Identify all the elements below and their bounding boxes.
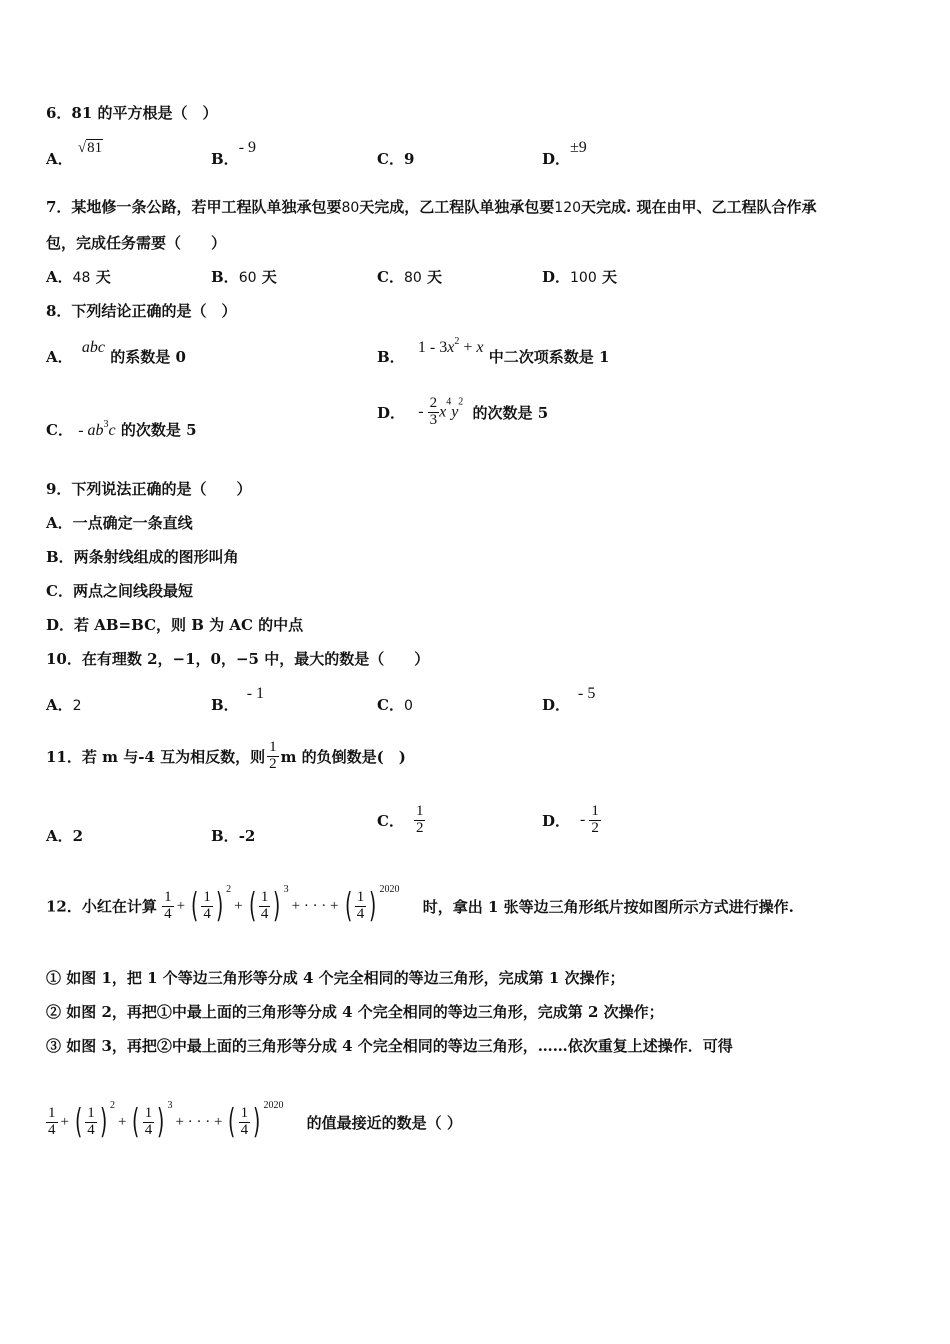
q12-step3: ③ 如图 3，再把②中最上面的三角形等分成 4 个完全相同的等边三角形，……依次重复上述操作．可得 [46,1037,733,1055]
q7-days-b: 120 [554,200,582,216]
q11-stem-part2: m 的负倒数是( ) [280,747,406,766]
q7-d-num: 100 [570,270,597,286]
q12b-term2 [85,1106,97,1139]
q7-days-a: 80 [341,200,360,216]
q11-frac-num: 1 [269,739,277,755]
q11-stem [46,740,406,773]
q12-term2 [201,890,213,923]
q11-stem-part1: 11．若 m 与-4 互为相反数，则 [46,747,266,766]
q12b-term3-den: 4 [144,1121,153,1138]
q12b-term2-num: 1 [87,1104,95,1121]
q8-b-expr-const: 1 - 3 [417,339,448,356]
q12-term-last-num: 1 [356,888,365,905]
q10-d-value: - 5 [578,685,596,702]
q9-option-b: B．两条射线组成的图形叫角 [46,548,239,566]
q12b-term1-num: 1 [48,1104,56,1121]
q7-b-num: 60 [238,270,257,286]
q12-term3-num: 1 [260,888,269,905]
q7-b-unit: 天 [261,268,277,286]
q12b-paren-close: ) [157,1102,165,1142]
q9-option-d: D．若 AB=BC，则 B 为 AC 的中点 [46,616,304,634]
q12-stem-part2: 时，拿出 1 张等边三角形纸片按如图所示方式进行操作. [422,897,794,916]
q12b-term2-den: 4 [87,1121,95,1138]
q6-b-value: - 9 [238,139,257,156]
q7-option-d [542,266,617,287]
q11-d-label: D． [542,811,571,830]
q11-d-frac-num: 1 [591,803,599,819]
q11-c-frac-num: 1 [415,803,424,819]
q12b-term3-num: 1 [144,1104,153,1121]
q6-d-value: ±9 [570,139,587,156]
q8-d-x-exp: 4 [446,396,452,408]
q7-c-num: 80 [403,270,422,286]
q12-paren-close: ) [369,886,377,926]
q7-a-label: A． [46,268,73,286]
q8-d-minus: - [418,403,428,421]
q7-option-c [377,266,442,287]
q7-a-num: 48 [72,270,91,286]
q11-b-label: B． [211,827,239,845]
q6-a-radicand: 81 [87,140,103,156]
q8-b-expr-exp: 2 [454,336,460,347]
q6-b-label: B． [211,150,239,168]
q12b-dots: + · · · + [175,1113,223,1130]
q12b-term1 [46,1106,58,1139]
q12-series-expression-2 [46,1100,289,1142]
q7-a-unit: 天 [95,268,111,286]
q10-option-a [46,694,82,715]
q7-d-unit: 天 [601,268,617,286]
q7-d-label: D． [542,268,571,286]
q12b-term1-den: 4 [48,1121,56,1138]
q12-paren-open: ( [248,886,256,926]
q8-option-a [46,339,186,367]
q10-option-d [542,685,596,715]
q6-stem: 6．81 的平方根是（ ） [46,104,218,122]
q8-b-expression [418,338,484,356]
q8-b-expr-plus: + [459,339,477,356]
q10-a-value: 2 [72,698,82,714]
q11-d-minus: - [580,811,590,829]
q10-b-label: B． [211,696,239,714]
q11-c-fraction [414,804,426,837]
q8-d-frac-num: 2 [429,395,438,411]
q7-stem-part2: 天完成，乙工程队单独承包要 [359,198,555,216]
q7-c-label: C． [377,268,404,286]
q11-d-fraction [589,804,601,837]
q11-option-d [542,804,601,837]
q7-stem-part3: 天完成. 现在由甲、乙工程队合作承 [581,198,817,216]
q12b-paren-open: ( [228,1102,236,1142]
q12-plus-1: + [176,897,186,914]
q12b-paren-close: ) [99,1102,108,1142]
q11-stem-fraction [267,740,279,773]
q10-d-label: D． [542,696,571,714]
q7-b-label: B． [211,268,239,286]
q10-a-label: A． [46,696,73,714]
q8-option-b [377,336,610,367]
q12-term1-num: 1 [164,888,172,905]
q12b-plus-2: + [118,1113,127,1130]
q10-option-c [377,694,413,715]
q12b-paren-open: ( [132,1102,140,1142]
q6-a-sqrt: √81 [77,140,103,156]
q11-d-frac-den: 2 [591,819,599,836]
q8-c-expr-c: c [108,422,116,439]
q12-exp2: 2 [226,884,232,895]
q12-term2-num: 1 [203,888,211,905]
q12-term3-den: 4 [260,905,269,922]
q12b-term3 [143,1106,155,1139]
q12-paren-open: ( [344,886,352,926]
q8-d-text: 的次数是 5 [472,403,549,422]
q12b-paren-open: ( [74,1102,83,1142]
q6-option-d [542,139,587,169]
q8-c-expr-exp: 3 [103,419,109,430]
q6-c-label: C． [377,150,404,168]
q7-c-unit: 天 [427,268,443,286]
q7-option-b [211,266,277,287]
q10-c-label: C． [377,696,404,714]
q10-option-b [211,685,265,715]
q8-c-expr-minus: - [78,422,88,439]
q8-option-d [377,396,548,429]
q11-c-label: C． [377,811,404,830]
q12b-term-last-den: 4 [240,1121,249,1138]
q11-option-c [377,804,425,837]
q12-exp-last: 2020 [379,884,400,895]
q6-option-a [46,140,103,169]
q8-b-label: B． [377,348,405,366]
q12-paren-open: ( [191,886,199,926]
q6-a-label: A． [46,150,73,168]
q11-b-value: -2 [238,827,256,845]
q8-b-expr-x2: x [476,339,484,356]
q8-d-x: x [439,403,447,421]
q12-step1: ① 如图 1，把 1 个等边三角形等分成 4 个完全相同的等边三角形，完成第 1 次操作； [46,969,625,987]
q12b-exp2: 2 [110,1100,115,1111]
q12-dots: + · · · + [291,897,339,914]
q12-paren-close: ) [215,886,224,926]
q7-stem-part1: 7．某地修一条公路，若甲工程队单独承包要 [46,198,342,216]
q12b-term-last [239,1106,251,1139]
q12-stem-part1: 12．小红在计算 [46,897,157,916]
q12-paren-close: ) [273,886,281,926]
q7-stem-line2: 包，完成任务需要（ ） [46,234,227,252]
q9-option-c: C．两点之间线段最短 [46,582,193,600]
q12-term1-den: 4 [164,905,172,922]
q8-a-text: 的系数是 0 [110,348,186,366]
q8-b-text: 中二次项系数是 1 [488,348,610,366]
q10-c-value: 0 [403,698,413,714]
q8-a-expression: abc [81,339,105,356]
q6-c-value: 9 [403,150,415,168]
q8-a-label: A． [46,348,73,366]
q12-term1 [162,890,174,923]
q12-term-last-den: 4 [356,905,365,922]
q12b-exp-last: 2020 [263,1100,284,1111]
q11-option-a [46,825,83,846]
q12-series-expression [162,884,405,926]
q12-tail [46,1100,462,1142]
q8-d-label: D． [377,403,406,422]
q8-b-expr-x: x [447,339,455,356]
q12-step2: ② 如图 2，再把①中最上面的三角形等分成 4 个完全相同的等边三角形，完成第 2 次操作； [46,1003,664,1021]
q8-stem: 8．下列结论正确的是（ ） [46,302,237,320]
q8-d-y: y [451,403,459,421]
q8-c-text: 的次数是 5 [120,421,197,439]
q9-option-a: A．一点确定一条直线 [46,514,193,532]
q10-b-value: - 1 [246,685,265,702]
q8-d-y-exp: 2 [458,396,464,408]
q12-stem [46,884,794,926]
q6-option-b [211,139,257,169]
q7-option-a [46,266,111,287]
q8-c-label: C． [46,421,73,439]
q11-c-frac-den: 2 [415,819,424,836]
q12b-plus-1: + [60,1113,69,1130]
q8-d-fraction [428,396,440,429]
q12-exp3: 3 [283,884,289,895]
q12b-exp3: 3 [167,1100,173,1111]
q12-term2-den: 4 [203,905,211,922]
q6-d-label: D． [542,150,571,168]
q12-term3 [259,890,271,923]
q10-stem: 10．在有理数 2，−1，0，−5 中，最大的数是（ ） [46,650,430,668]
q11-a-value: 2 [72,827,84,845]
q9-stem: 9．下列说法正确的是（ ） [46,480,252,498]
q8-option-c [46,419,197,440]
q12-tail-text: 的值最接近的数是（ ） [306,1113,462,1132]
q11-option-b [211,825,255,846]
q12b-paren-close: ) [253,1102,261,1142]
q12-plus-2: + [234,897,243,914]
q11-a-label: A． [46,827,73,845]
q8-c-expr-ab: ab [87,422,104,439]
q7-stem-line1 [46,196,816,217]
q12b-term-last-num: 1 [240,1104,249,1121]
q12-term-last [355,890,367,923]
q8-d-frac-den: 3 [429,411,438,428]
q11-frac-den: 2 [269,755,277,772]
q6-option-c [377,148,414,169]
